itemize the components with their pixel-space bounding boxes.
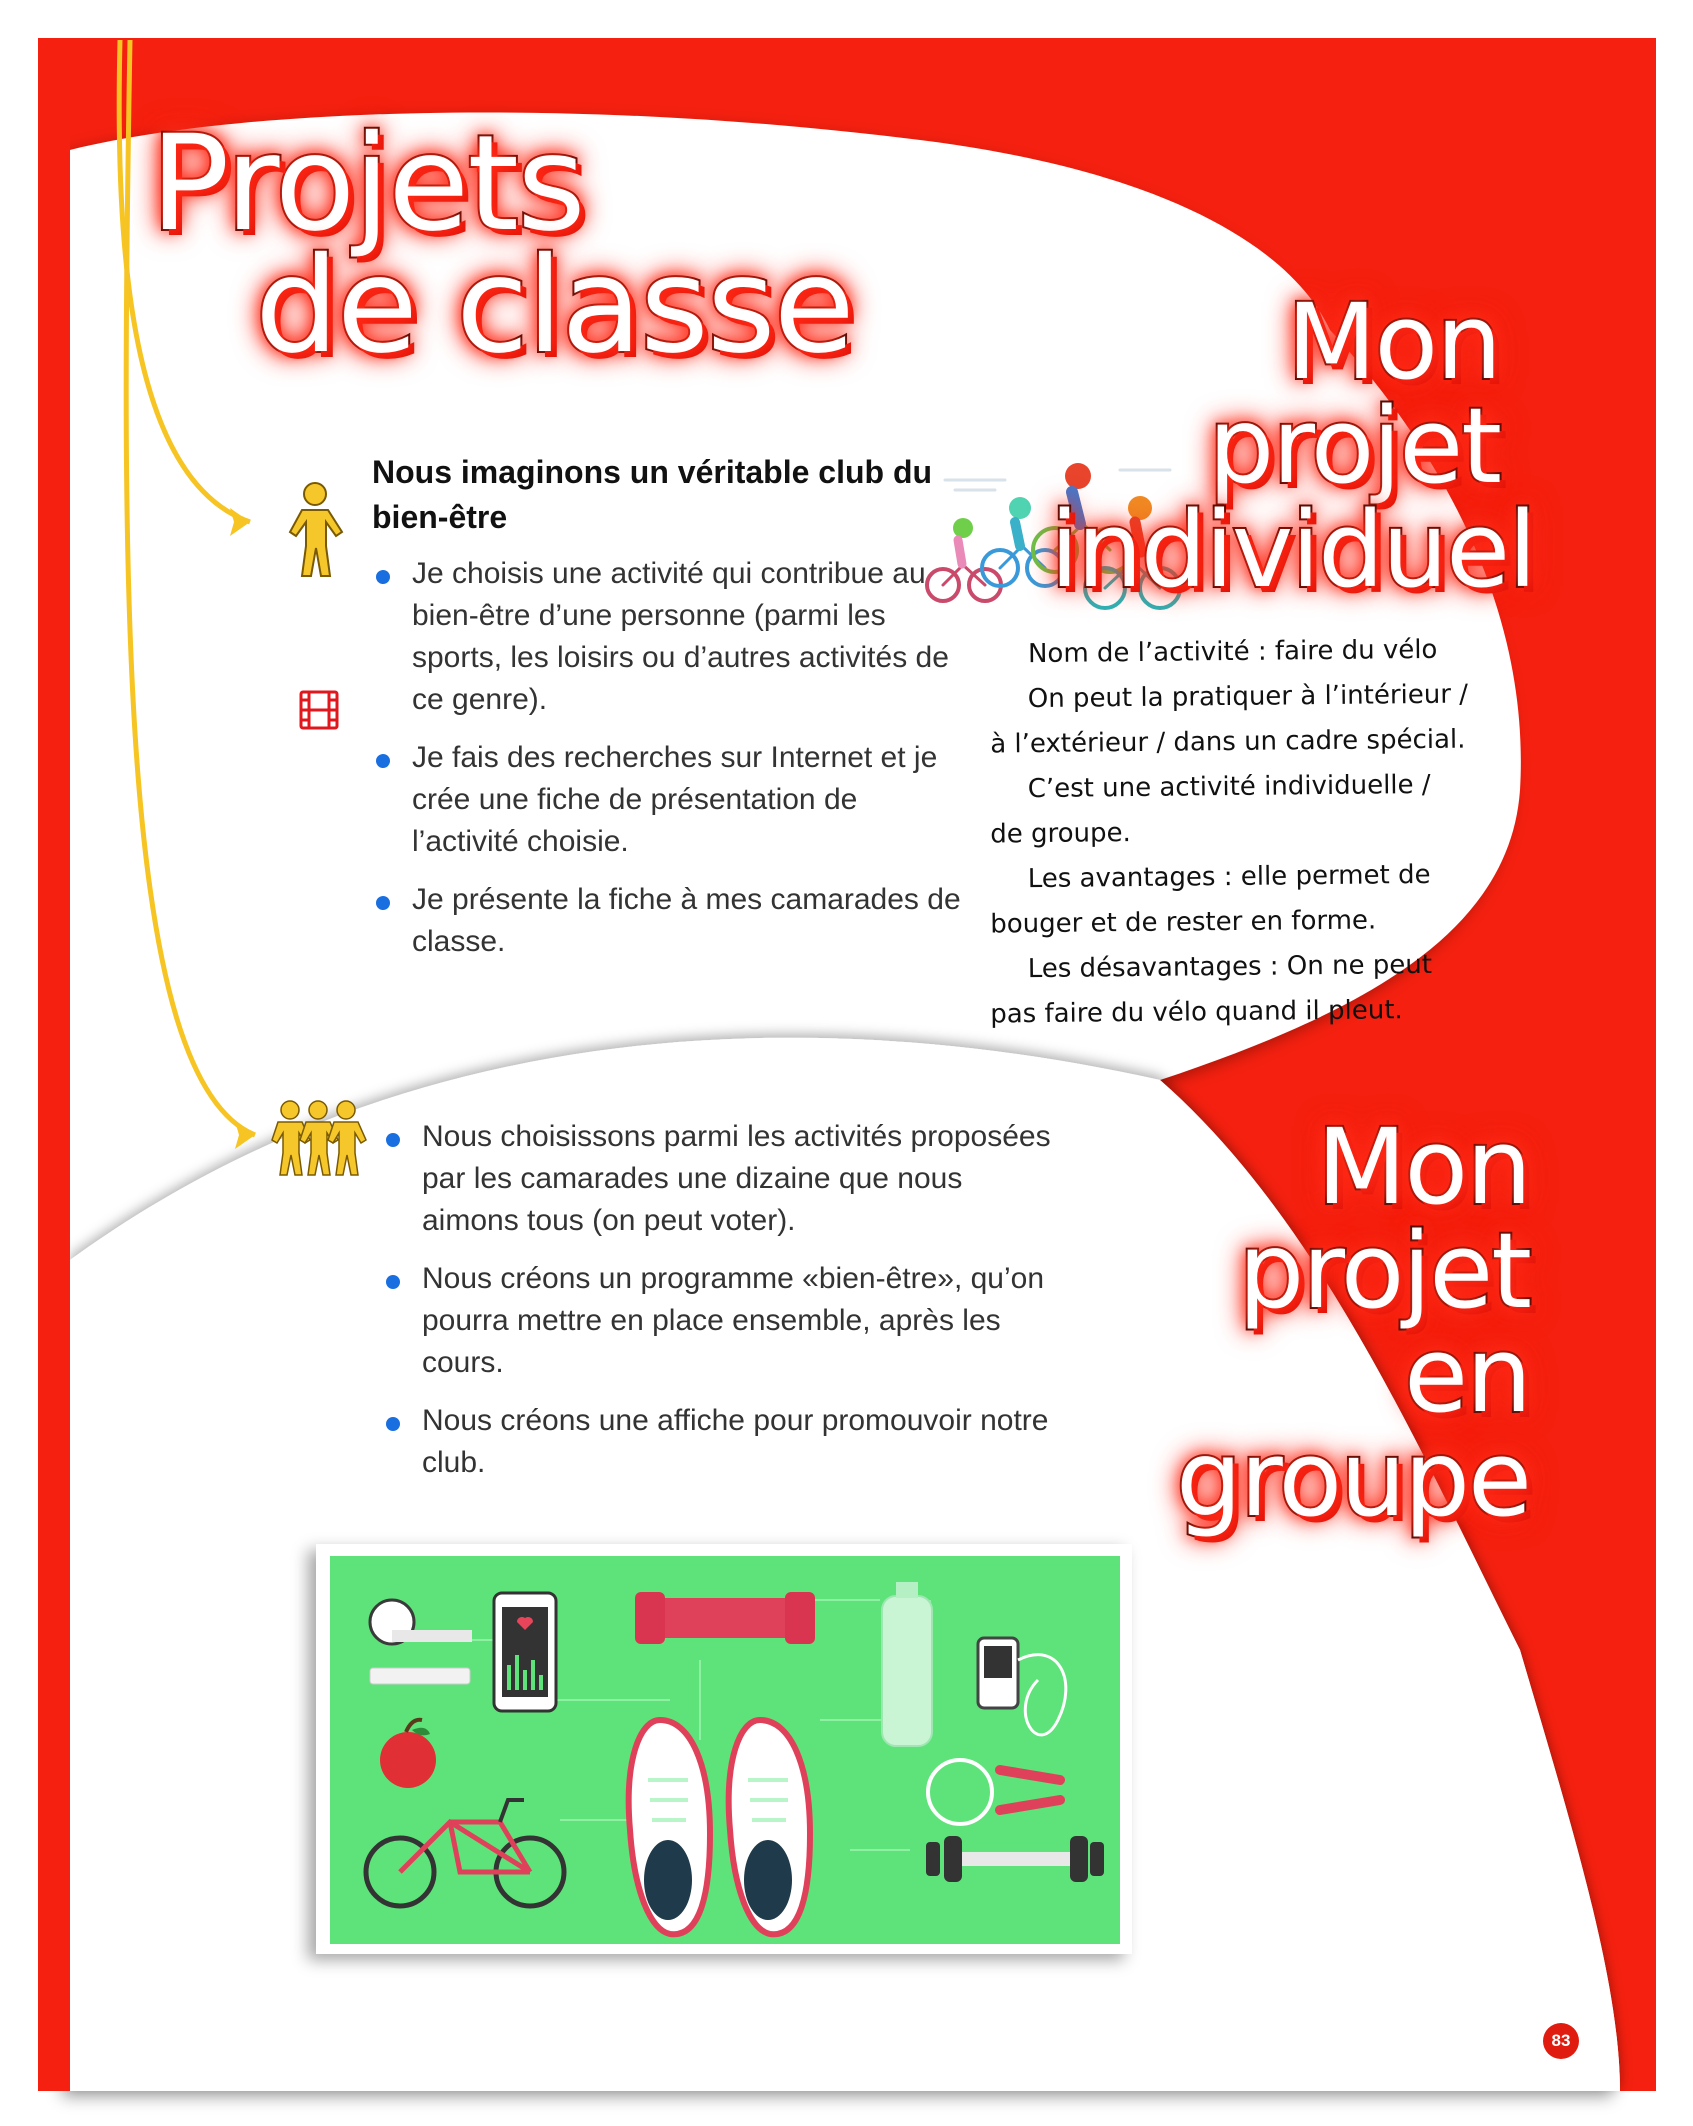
list-item [382,1258,1052,1384]
group-project-title [1060,1106,1530,1540]
list-item [372,553,972,721]
note-line: On peut la pratiquer à l’intérieur / à l’extérieur / dans un cadre spécial. [990,679,1469,760]
group-title-line1: Mon projet [1238,1106,1530,1332]
list-item [372,737,972,863]
group-title-line2: en groupe [1175,1314,1530,1540]
individual-bullet-list [372,553,972,979]
list-item-text: Je présente la fiche à mes camarades de classe. [412,883,961,958]
bullet-dot [386,1133,400,1147]
main-title-line2: de classe [255,229,853,383]
individual-project-title [1050,281,1535,611]
main-title [150,107,853,383]
note-line: Les désavantages : On ne peut pas faire du vélo quand il pleut. [990,949,1433,1030]
left-red-strip [38,38,70,2091]
list-item-text: Nous créons une affiche pour promouvoir notre club. [422,1404,1049,1479]
bullet-dot [376,896,390,910]
page-number: 83 [1543,2023,1579,2059]
individual-heading: Nous imaginons un véritable club du bien-être [372,454,933,535]
individual-title-line2: individuel [1050,489,1535,611]
list-item-text: Je choisis une activité qui contribue au bien-être d’une personne (parmi les sports, les loisirs ou d’autres activités de ce genre). [412,557,949,716]
bullet-dot [386,1417,400,1431]
individual-title-line1: Mon projet [1208,281,1500,507]
bullet-dot [376,754,390,768]
list-item-text: Nous créons un programme «bien-être», qu’on pourra mettre en place ensemble, après les cours. [422,1262,1045,1379]
note-line: Les avantages : elle permet de bouger et de rester en forme. [990,859,1431,940]
note-line: C’est une activité individuelle / de groupe. [990,769,1431,850]
wellness-poster-illustration [316,1544,1132,1954]
activity-notes [990,630,1470,1035]
main-title-line1: Projets [150,107,584,261]
list-item [372,879,972,963]
list-item [382,1400,1052,1484]
bullet-dot [386,1275,400,1289]
list-item-text: Nous choisissons parmi les activités proposées par les camarades une dizaine que nous aimons tous (on peut voter). [422,1120,1051,1237]
note-line: Nom de l’activité : faire du vélo [1027,634,1438,670]
list-item-text: Je fais des recherches sur Internet et je crée une fiche de présentation de l’activité choisie. [412,741,938,858]
bullet-dot [376,570,390,584]
group-bullet-list [382,1116,1052,1500]
list-item [382,1116,1052,1242]
